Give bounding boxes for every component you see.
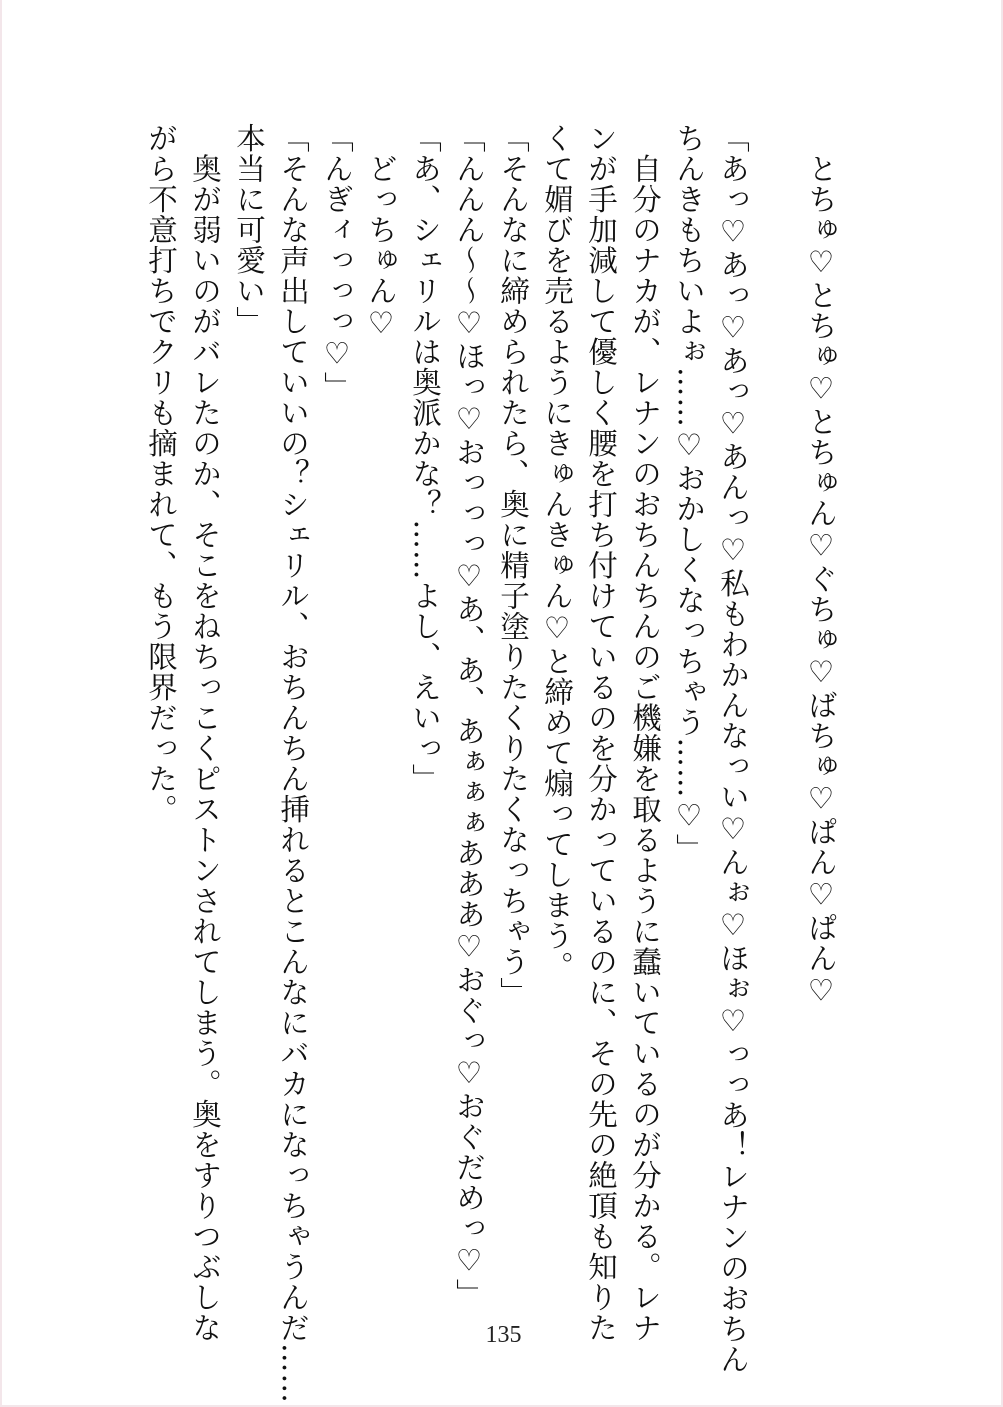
text-line: どっちゅん♡ — [364, 123, 398, 341]
blank-line — [755, 123, 799, 1243]
text-line: 「んんん〜〜♡ほっ♡おっっっ♡あ、あ、あぁぁぁあああ♡おぐっ♡おぐだめっ♡」 — [452, 123, 486, 1309]
text-line: くて媚びを売るようにきゅんきゅん♡と締めて煽ってしまう。 — [540, 123, 574, 982]
text-line: 本当に可愛い」 — [232, 123, 266, 337]
text-line: 「あ、シェリルは奥派かな？……よし、えいっ」 — [408, 123, 442, 794]
text-line: 「あっ♡あっ♡あっ♡あんっ♡私もわかんなっい♡んぉ♡ほぉ♡っっあ！レナンのおちん — [716, 123, 750, 1375]
text-line: とちゅ♡とちゅ♡とちゅん♡ぐちゅ♡ばちゅ♡ぱん♡ぱん♡ — [804, 123, 838, 1009]
text-line: 「んぎィっっっ♡」 — [320, 123, 354, 402]
text-line: ンが手加減して優しく腰を打ち付けているのを分かっているのに、その先の絶頂も知りた — [584, 123, 618, 1343]
text-line: 「そんなに締められたら、奥に精子塗りたくりたくなっちゃう」 — [496, 123, 530, 1008]
text-line: 自分のナカが、レナンのおちんちんのご機嫌を取るように蠢いているのが分かる。レナ — [628, 123, 662, 1343]
text-line: 奥が弱いのがバレたのか、そこをねちっこくピストンされてしまう。奥をすりつぶしな — [188, 123, 222, 1343]
text-line: ちんきもちいよぉ……♡おかしくなっちゃう……♡」 — [672, 123, 706, 864]
text-line: 「そんな声出していいの？シェリル、おちんちん挿れるとこんなにバカになっちゃうんだ…… — [276, 123, 310, 1404]
text-line: がら不意打ちでクリも摘まれて、もう限界だった。 — [144, 123, 178, 825]
page-number: 135 — [485, 1322, 522, 1348]
